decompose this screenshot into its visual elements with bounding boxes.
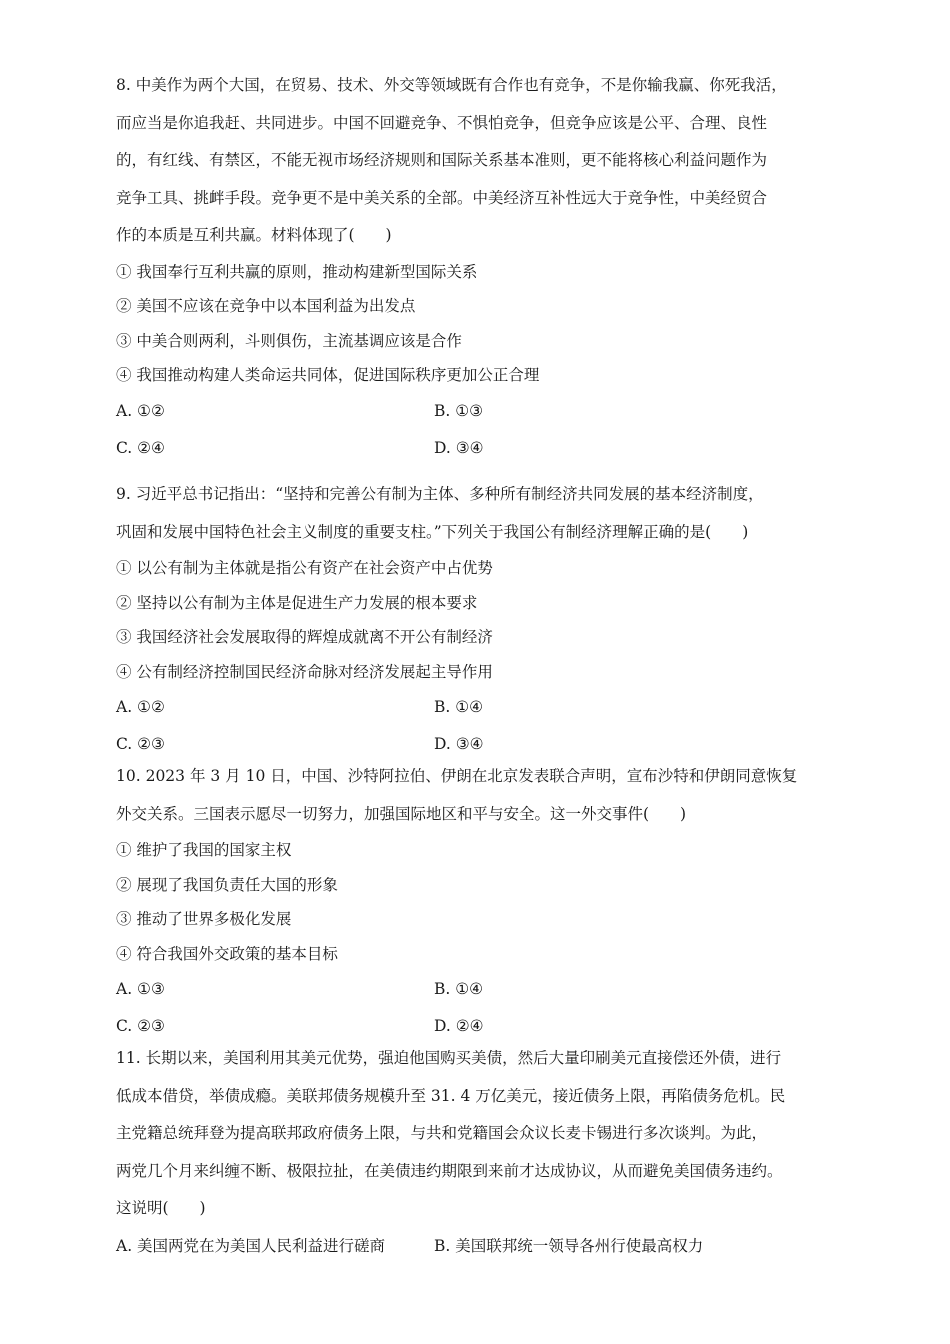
choice-a[interactable]: A. ①② [116, 401, 165, 420]
stem-line: 两党几个月来纠缠不断、极限拉扯，在美债违约期限到来前才达成协议，从而避免美国债务违约。 [116, 1161, 783, 1180]
stem-line: 这说明( ) [116, 1199, 206, 1217]
choice-row [116, 971, 846, 1008]
question-stem [116, 1040, 846, 1228]
statement: ④ 符合我国外交政策的基本目标 [116, 944, 338, 963]
statement: ② 美国不应该在竞争中以本国利益为出发点 [116, 297, 416, 315]
question-8 [116, 67, 846, 467]
stem-line: 的，有红线、有禁区，不能无视市场经济规则和国际关系基本准则，更不能将核心利益问题作为 [116, 151, 768, 169]
statement: ② 坚持以公有制为主体是促进生产力发展的根本要求 [116, 593, 478, 612]
question-10 [116, 758, 846, 1045]
choice-a[interactable]: A. ①③ [116, 980, 165, 998]
statement: ④ 公有制经济控制国民经济命脉对经济发展起主导作用 [116, 662, 493, 681]
stem-line: 8. 中美作为两个大国，在贸易、技术、外交等领域既有合作也有竞争，不是你输我赢、你死我活， [116, 76, 787, 94]
question-stem [116, 67, 846, 255]
stem-line: 9. 习近平总书记指出：“坚持和完善公有制为主体、多种所有制经济共同发展的基本经济制度， [116, 485, 764, 503]
choice-d[interactable]: D. ③④ [434, 735, 484, 753]
choice-d[interactable]: D. ③④ [434, 438, 484, 457]
choice-c[interactable]: C. ②③ [116, 1017, 165, 1035]
stem-line: 竞争工具、挑衅手段。竞争更不是中美关系的全部。中美经济互补性远大于竞争性，中美经贸合 [116, 188, 768, 207]
statement: ③ 中美合则两利，斗则俱伤，主流基调应该是合作 [116, 331, 462, 350]
statement: ① 我国奉行互利共赢的原则，推动构建新型国际关系 [116, 262, 478, 281]
choice-a[interactable]: A. 美国两党在为美国人民利益进行磋商 [116, 1236, 386, 1255]
choice-a[interactable]: A. ①② [116, 698, 165, 716]
stem-line: 外交关系。三国表示愿尽一切努力，加强国际地区和平与安全。这一外交事件( ) [116, 804, 687, 823]
statement: ② 展现了我国负责任大国的形象 [116, 875, 338, 894]
statement: ④ 我国推动构建人类命运共同体，促进国际秩序更加公正合理 [116, 366, 540, 384]
stem-line: 低成本借贷，举债成瘾。美联邦债务规模升至 31. 4 万亿美元，接近债务上限，再陷债务危机。民 [116, 1086, 786, 1105]
choice-row [116, 430, 846, 467]
choice-row [116, 689, 846, 726]
statement: ③ 我国经济社会发展取得的辉煌成就离不开公有制经济 [116, 628, 493, 646]
choice-row [116, 1228, 846, 1265]
question-stem [116, 758, 846, 833]
question-9 [116, 476, 846, 763]
stem-line: 11. 长期以来，美国利用其美元优势，强迫他国购买美债，然后大量印刷美元直接偿还外债，进行 [116, 1049, 782, 1067]
choice-b[interactable]: B. ①④ [434, 980, 484, 998]
choice-b[interactable]: B. 美国联邦统一领导各州行使最高权力 [434, 1236, 704, 1255]
stem-line: 作的本质是互利共赢。材料体现了( ) [116, 226, 392, 244]
stem-line: 10. 2023 年 3 月 10 日，中国、沙特阿拉伯、伊朗在北京发表联合声明，宣布沙特和伊朗同意恢复 [116, 767, 798, 785]
statement: ① 维护了我国的国家主权 [116, 841, 292, 859]
choice-b[interactable]: B. ①③ [434, 401, 484, 420]
stem-line: 巩固和发展中国特色社会主义制度的重要支柱。”下列关于我国公有制经济理解正确的是( ) [116, 522, 749, 541]
choice-c[interactable]: C. ②③ [116, 735, 165, 753]
choice-c[interactable]: C. ②④ [116, 438, 165, 457]
statement: ① 以公有制为主体就是指公有资产在社会资产中占优势 [116, 559, 493, 577]
statement: ③ 推动了世界多极化发展 [116, 910, 292, 928]
choice-b[interactable]: B. ①④ [434, 698, 484, 716]
stem-line: 而应当是你追我赶、共同进步。中国不回避竞争、不惧怕竞争，但竞争应该是公平、合理、良性 [116, 113, 768, 132]
choice-row [116, 393, 846, 430]
choice-d[interactable]: D. ②④ [434, 1017, 484, 1035]
stem-line: 主党籍总统拜登为提高联邦政府债务上限，与共和党籍国会众议长麦卡锡进行多次谈判。为此， [116, 1124, 768, 1142]
question-11 [116, 1040, 846, 1265]
question-stem [116, 476, 846, 551]
